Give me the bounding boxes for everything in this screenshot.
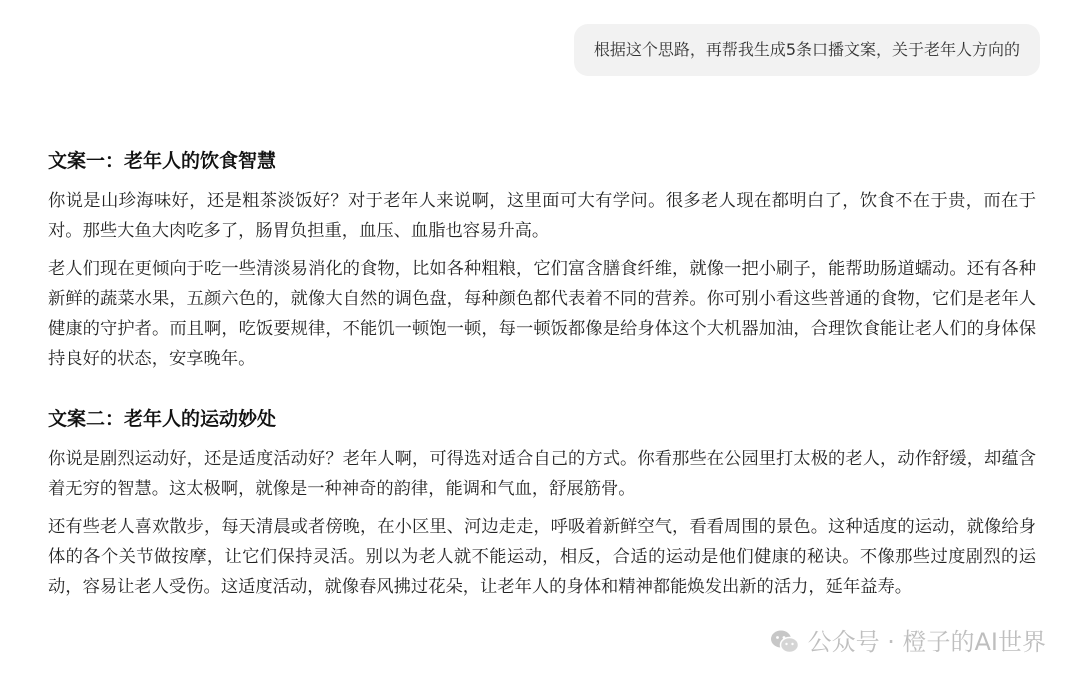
watermark-text: 公众号 · 橙子的AI世界 (807, 628, 1046, 656)
user-message-text: 根据这个思路，再帮我生成5条口播文案，关于老年人方向的 (593, 40, 1020, 59)
section-title: 文案一：老年人的饮食智慧 (48, 150, 277, 172)
copy-section-1 (48, 146, 1036, 374)
section-paragraph: 老人们现在更倾向于吃一些清淡易消化的食物，比如各种粗粮，它们富含膳食纤维，就像一把小刷子，能帮助肠道蠕动。还有各种新鲜的蔬菜水果，五颜六色的，就像大自然的调色盘，每种颜色都代表着不同的营养。你可别小看这些普通的食物，它们是老年人健康的守护者。而且啊，吃饭要规律，不能饥一顿饱一顿，每一顿饭都像是给身体这个大机器加油，合理饮食能让老人们的身体保持良好的状态，安享晚年。 (48, 259, 1036, 369)
user-message-bubble (574, 24, 1040, 76)
wechat-icon (770, 629, 800, 655)
section-title: 文案二：老年人的运动妙处 (48, 408, 277, 430)
assistant-response (48, 146, 1036, 610)
section-paragraph: 还有些老人喜欢散步，每天清晨或者傍晚，在小区里、河边走走，呼吸着新鲜空气，看看周围的景色。这种适度的运动，就像给身体的各个关节做按摩，让它们保持灵活。别以为老人就不能运动，相反，合适的运动是他们健康的秘诀。不像那些过度剧烈的运动，容易让老人受伤。这适度活动，就像春风拂过花朵，让老年人的身体和精神都能焕发出新的活力，延年益寿。 (48, 517, 1036, 597)
section-paragraph: 你说是剧烈运动好，还是适度活动好？老年人啊，可得选对适合自己的方式。你看那些在公园里打太极的老人，动作舒缓，却蕴含着无穷的智慧。这太极啊，就像是一种神奇的韵律，能调和气血，舒展筋骨。 (48, 449, 1036, 499)
copy-section-2 (48, 404, 1036, 602)
watermark (770, 627, 1046, 657)
section-paragraph: 你说是山珍海味好，还是粗茶淡饭好？对于老年人来说啊，这里面可大有学问。很多老人现在都明白了，饮食不在于贵，而在于对。那些大鱼大肉吃多了，肠胃负担重，血压、血脂也容易升高。 (48, 191, 1036, 241)
